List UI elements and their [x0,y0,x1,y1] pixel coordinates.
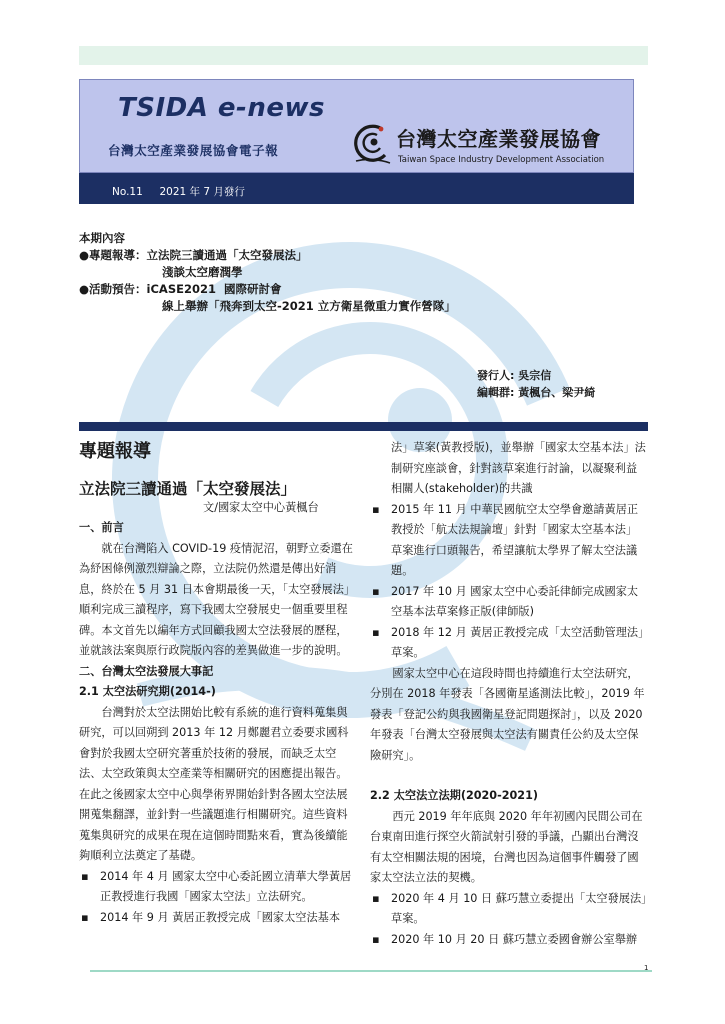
toc-title: 本期內容 [79,231,125,245]
spacer [370,766,648,786]
bullet-icon: ▪ [372,891,380,905]
footer-rule [90,970,652,972]
org-name-en: Taiwan Space Industry Development Association [398,155,605,165]
article-byline: 文/國家太空中心黃楓台 [203,501,319,514]
bullet-icon: ▪ [372,932,380,946]
publisher-credit: 發行人: 吳宗信 [477,369,552,382]
bullet-icon: ▪ [372,584,380,598]
top-accent-bar [79,46,648,65]
bullet-icon: ▪ [372,625,380,639]
right-column [370,438,648,950]
list-item [370,889,648,930]
heading-legislation-period: 2.2 太空法立法期(2020-2021) [370,789,538,802]
section-heading: 專題報導 [79,441,151,462]
toc-item-feature-sub: 淺談太空磨潤學 [162,265,243,279]
list-item [370,930,648,951]
newsletter-subtitle: 台灣太空產業發展協會電子報 [108,143,279,158]
tsida-logo-icon [352,121,394,171]
page-number: 1 [644,964,649,972]
list-item-text: 2015 年 11 月 中華民國航空太空學會邀請黃居正教授於「航太法規論壇」針對「國家太空基本法」草案進行口頭報告，希望讓航太學界了解太空法議題。 [391,502,639,577]
heading-timeline: 二、台灣太空法發展大事記 [79,664,214,678]
paragraph-research-center: 國家太空中心在這段時間也持續進行太空法研究，分別在 2018 年發表「各國衛星遙測法比較」，2019 年發表「登記公約與我國衛星登記問題探討」，以及 2020 年發表「台灣太空發展與太空法有關責任公約及太空保險研究」。 [370,666,645,762]
list-item-continued: 法」草案(黃教授版)，並舉辦「國家太空基本法」法制研究座談會，針對該草案進行討論，以凝聚利益相關人(stakeholder)的共識 [391,441,646,495]
list-item-text: 2017 年 10 月 國家太空中心委託律師完成國家太空基本法草案修正版(律師版) [391,584,639,618]
issue-info: No.11 2021 年 7 月發行 [112,186,245,198]
list-item-text: 2020 年 10 月 20 日 蘇巧慧立委國會辦公室舉辦 [391,932,638,946]
toc-item-event-sub: 線上舉辦「飛奔到太空-2021 立方衛星微重力實作營隊」 [162,299,456,313]
heading-intro: 一、前言 [79,521,124,534]
list-item [370,623,648,664]
list-item [370,500,648,582]
list-item [79,908,353,929]
newsletter-brand: TSIDA e-news [118,93,325,123]
paragraph-intro: 就在台灣陷入 COVID-19 疫情泥沼，朝野立委還在為紓困條例激烈辯論之際，立法院仍然還是傳出好消息，終於在 5 月 31 日本會期最後一天，「太空發展法」順利完成三讀程序，寫下我國太空發展史一個重要里程碑。本文首先以編年方式回顧我國太空法發展的歷程，並就該法案與原行政院版內容的差異做進一步的說明。 [79,541,353,657]
list-item-text: 2014 年 4 月 國家太空中心委託國立清華大學黃居正教授進行我國「國家太空法」立法研究。 [100,869,352,903]
section-divider [79,422,648,431]
org-name-zh: 台灣太空產業發展協會 [396,127,601,151]
bullet-icon: ▪ [81,910,89,924]
toc-item-feature: ●專題報導：立法院三讀通過「太空發展法」 [79,248,308,262]
list-item [370,582,648,623]
list-item-text: 2014 年 9 月 黃居正教授完成「國家太空法基本 [100,910,341,924]
editors-credit: 編輯群: 黃楓台、梁尹綺 [477,386,596,399]
paragraph-research: 台灣對於太空法開始比較有系統的進行資料蒐集與研究，可以回朔到 2013 年 12 月鄭麗君立委要求國科會對於我國太空研究著重於技術的發展，而缺乏太空法、太空政策與太空產業等相關研究的困應提出報告。在此之後國家太空中心與學術界開始針對各國太空法展開蒐集翻譯，並針對一些議題進行相關研究。這些資料蒐集與研究的成果在現在這個時間點來看，實為後續能夠順利立法奠定了基礎。 [79,705,349,862]
paragraph-legislation: 西元 2019 年年底與 2020 年年初國內民間公司在台東南田進行探空火箭試射引發的爭議，凸顯出台灣沒有太空相關法規的困境，台灣也因為這個事件觸發了國家太空法立法的契機。 [370,809,643,884]
list-item [79,867,353,908]
heading-research-period: 2.1 太空法研究期(2014-) [79,685,216,698]
toc-item-event: ●活動預告：iCASE2021 國際研討會 [79,282,282,296]
list-item-text: 2020 年 4 月 10 日 蘇巧慧立委提出「太空發展法」草案。 [391,891,647,925]
article-title: 立法院三讀通過「太空發展法」 [79,480,297,498]
bullet-icon: ▪ [81,869,89,883]
left-column [79,518,353,928]
list-item-text: 2018 年 12 月 黃居正教授完成「太空活動管理法」草案。 [391,625,644,659]
bullet-icon: ▪ [372,502,380,516]
